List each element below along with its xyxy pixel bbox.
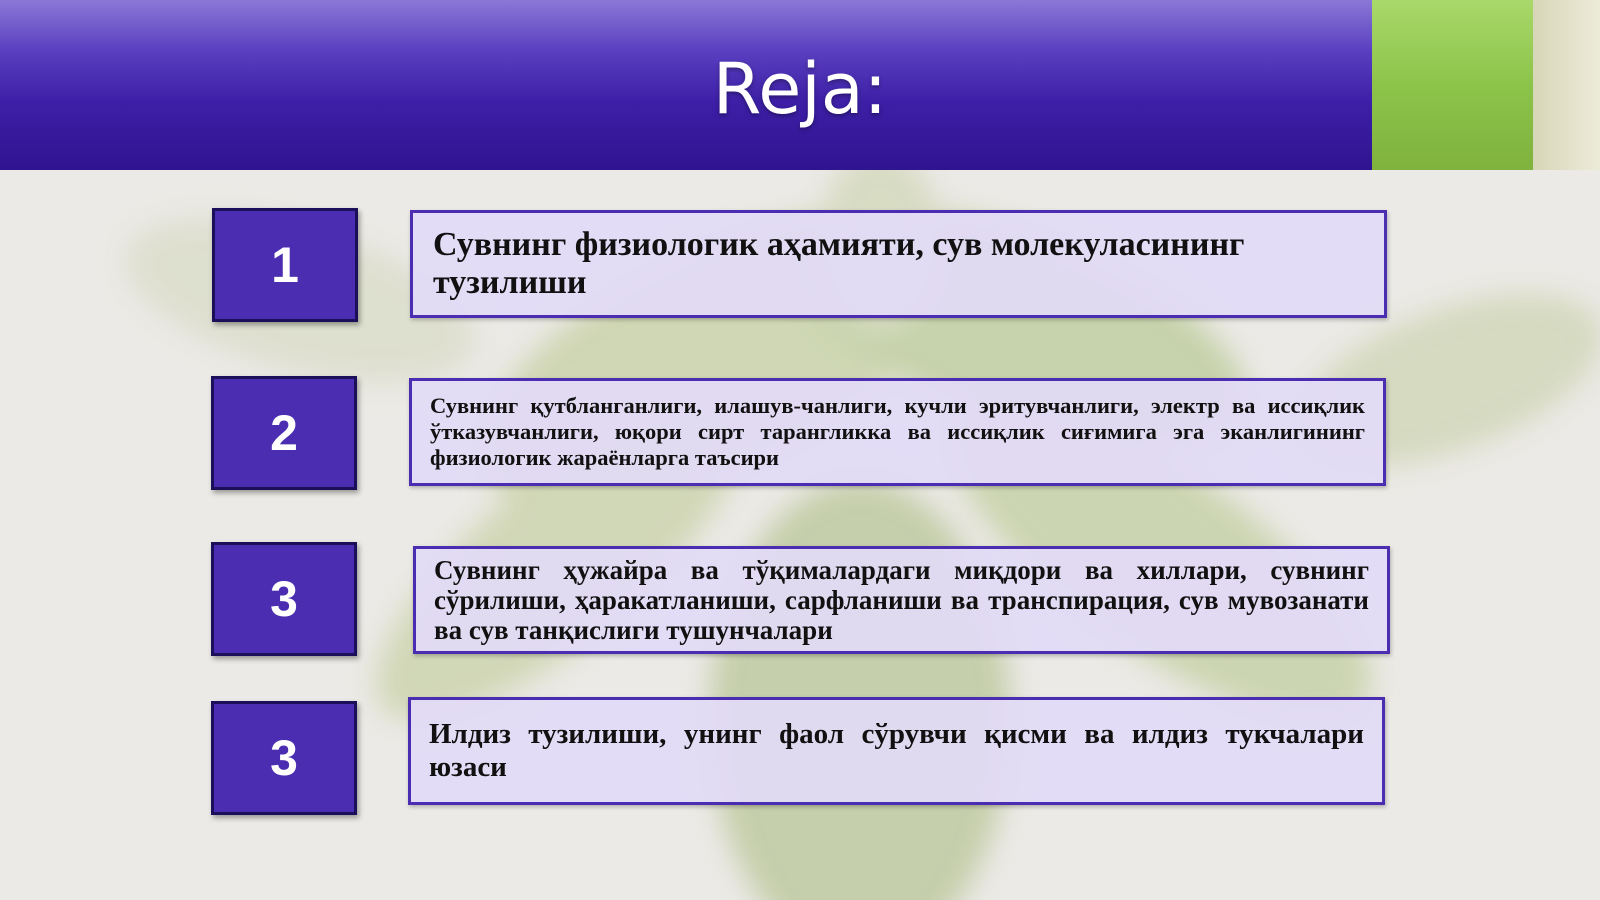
plan-item-text: Илдиз тузилиши, унинг фаол сўрувчи қисми ва илдиз тукчалари юзаси <box>429 718 1364 783</box>
item-number-badge: 2 <box>211 376 357 490</box>
plan-item-text: Сувнинг физиологик аҳамияти, сув молекуласининг тузилиши <box>433 226 1245 301</box>
item-number-badge: 3 <box>211 701 357 815</box>
plan-item-text: Сувнинг ҳужайра ва тўқималардаги миқдори ва хиллари, сувнинг сўрилиши, ҳаракатланиши, сарфланиши ва транспирация, сув мувозанати ва сув танқислиги тушунчалари <box>434 555 1369 645</box>
plan-item <box>409 378 1386 486</box>
slide-title: Reja: <box>712 48 888 130</box>
plan-item <box>408 697 1385 805</box>
item-number-badge: 1 <box>212 208 358 322</box>
plan-item <box>413 546 1390 654</box>
plan-item-text: Сувнинг қутбланганлиги, илашув-чанлиги, кучли эритувчанлиги, электр ва иссиқлик ўтказувчанлиги, юқори сирт тарангликка ва иссиқлик сиғимига эга эканлигининг физиологик жараёнларга таъсири <box>430 393 1365 470</box>
item-number-badge: 3 <box>211 542 357 656</box>
plan-item <box>410 210 1387 318</box>
